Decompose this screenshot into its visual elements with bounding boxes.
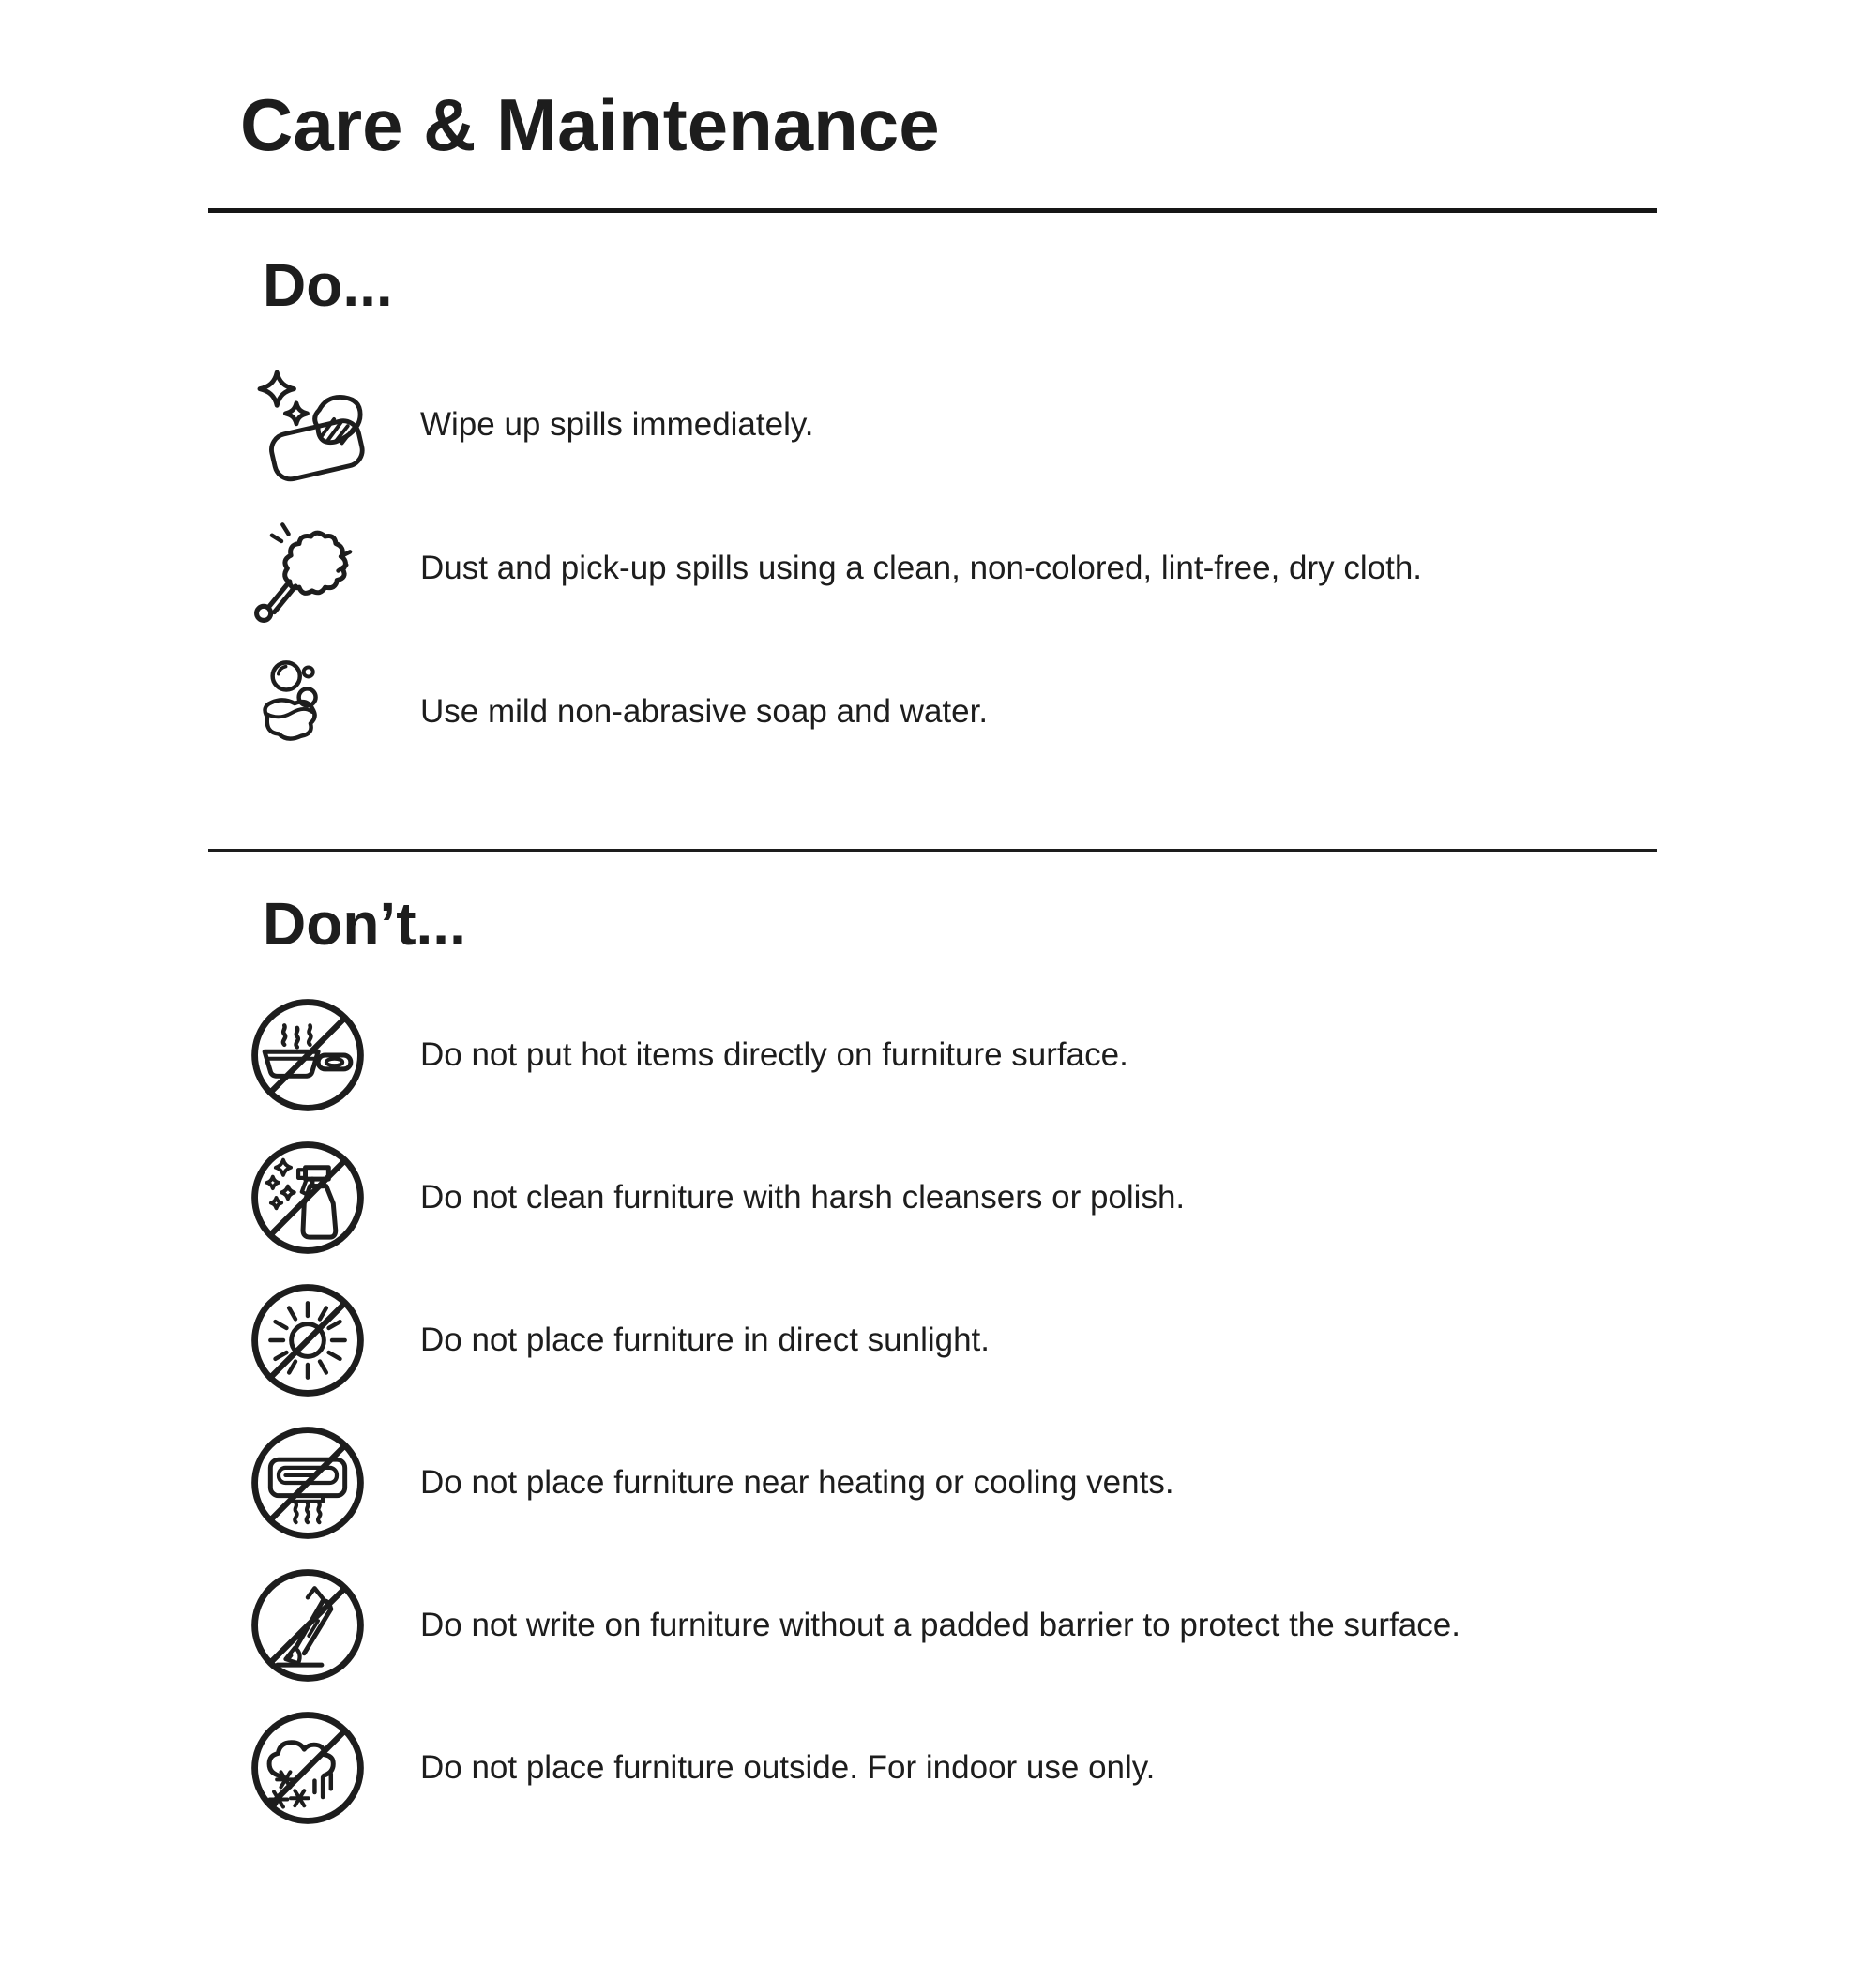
- no-hot-pan-icon: [250, 997, 366, 1113]
- icon-cell: [250, 1425, 420, 1541]
- care-sheet: [208, 83, 1660, 1839]
- instruction-text: Do not place furniture in direct sunlight.: [420, 1322, 990, 1359]
- instruction-text: Use mild non-abrasive soap and water.: [420, 692, 989, 730]
- list-item: [250, 496, 1660, 640]
- icon-cell: [250, 1140, 420, 1256]
- icon-cell: [250, 368, 420, 482]
- list-item: [250, 984, 1660, 1126]
- no-outdoor-weather-icon: [250, 1710, 366, 1826]
- list-item: [250, 1697, 1660, 1839]
- list-item: [250, 1412, 1660, 1554]
- instruction-text: Do not place furniture outside. For indoor use only.: [420, 1749, 1156, 1787]
- no-direct-sunlight-icon: [250, 1282, 366, 1398]
- wipe-cloth-hand-icon: [250, 368, 381, 482]
- list-item: [250, 353, 1660, 496]
- icon-cell: [250, 509, 420, 627]
- do-section-heading: Do...: [263, 251, 393, 319]
- list-item: [250, 1126, 1660, 1269]
- instruction-text: Do not clean furniture with harsh cleansers or polish.: [420, 1179, 1186, 1216]
- list-item: [250, 1269, 1660, 1412]
- no-spray-cleaner-icon: [250, 1140, 366, 1256]
- dont-list: [250, 984, 1660, 1839]
- icon-cell: [250, 997, 420, 1113]
- title-rule: [208, 208, 1657, 213]
- dont-section-heading: Don’t...: [263, 890, 466, 958]
- no-writing-pen-icon: [250, 1567, 366, 1684]
- do-list: [250, 353, 1660, 783]
- icon-cell: [250, 1710, 420, 1826]
- instruction-text: Dust and pick-up spills using a clean, non-colored, lint-free, dry cloth.: [420, 549, 1423, 586]
- feather-duster-icon: [250, 509, 368, 627]
- section-divider: [208, 849, 1657, 852]
- instruction-text: Do not put hot items directly on furniture surface.: [420, 1036, 1128, 1074]
- icon-cell: [250, 1567, 420, 1684]
- icon-cell: [250, 1282, 420, 1398]
- no-heating-vent-icon: [250, 1425, 366, 1541]
- list-item: [250, 640, 1660, 783]
- icon-cell: [250, 659, 420, 764]
- instruction-text: Do not place furniture near heating or cooling vents.: [420, 1464, 1174, 1502]
- instruction-text: Do not write on furniture without a padded barrier to protect the surface.: [420, 1607, 1460, 1644]
- list-item: [250, 1554, 1660, 1697]
- page-title: Care & Maintenance: [240, 83, 940, 166]
- instruction-text: Wipe up spills immediately.: [420, 405, 814, 443]
- soap-bubbles-icon: [250, 659, 355, 764]
